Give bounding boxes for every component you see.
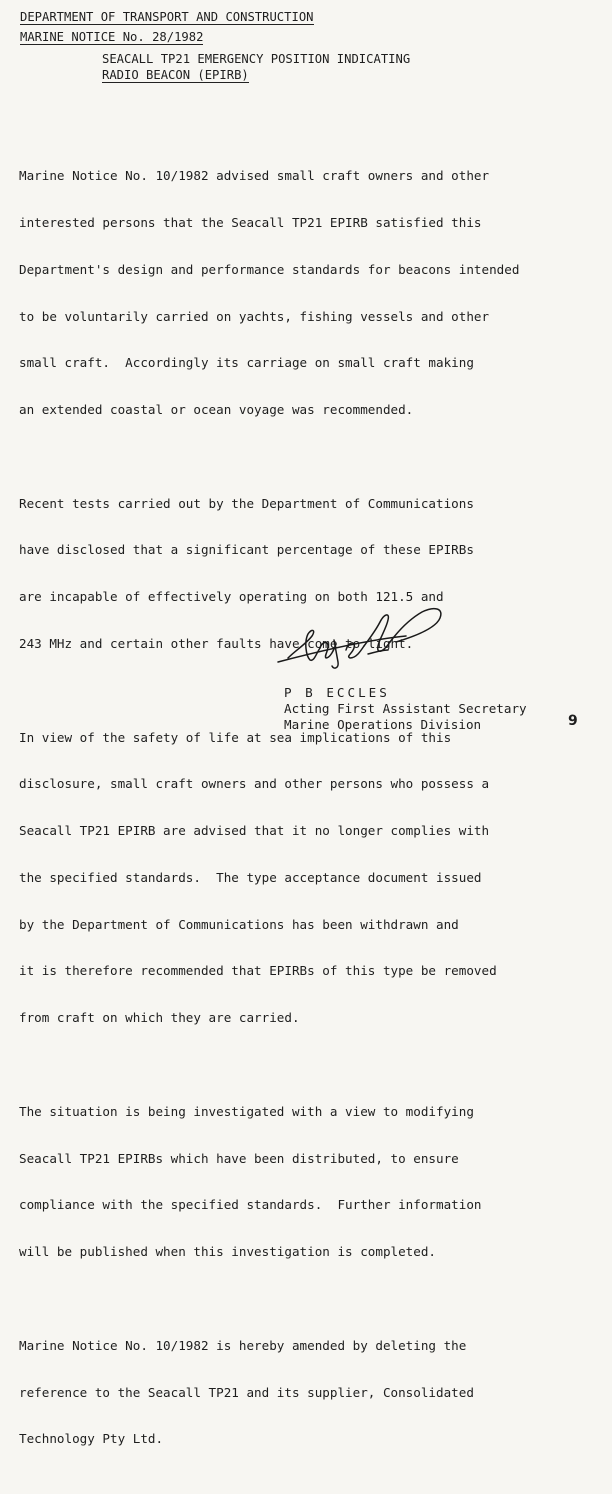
- text-line: Technology Pty Ltd.: [19, 1431, 164, 1447]
- department-heading: DEPARTMENT OF TRANSPORT AND CONSTRUCTION: [20, 10, 314, 24]
- text-line: an extended coastal or ocean voyage was recommended.: [19, 402, 414, 418]
- text-line: from craft on which they are carried.: [19, 1010, 300, 1026]
- signatory-name: P B ECCLES: [284, 685, 390, 700]
- text-line: disclosure, small craft owners and other persons who possess a: [19, 776, 490, 792]
- text-line: The situation is being investigated with a view to modifying: [19, 1103, 474, 1119]
- subject-line-2: RADIO BEACON (EPIRB): [102, 68, 249, 82]
- text-line: Marine Notice No. 10/1982 advised small craft owners and other: [19, 168, 490, 184]
- page-number: 9: [568, 713, 578, 729]
- text-line: Department's design and performance standards for beacons intended: [19, 261, 520, 277]
- notice-body: [19, 137, 604, 1494]
- text-line: Seacall TP21 EPIRB are advised that it no longer complies with: [19, 823, 490, 839]
- paragraph: [19, 698, 604, 1057]
- text-line: interested persons that the Seacall TP21 EPIRB satisfied this: [19, 214, 482, 230]
- paragraph: [19, 1073, 604, 1291]
- text-line: small craft. Accordingly its carriage on small craft making: [19, 355, 474, 371]
- notice-number: MARINE NOTICE No. 28/1982: [20, 30, 204, 44]
- handwritten-signature: [276, 600, 476, 680]
- text-line: compliance with the specified standards. Further information: [19, 1197, 482, 1213]
- signatory-division: Marine Operations Division: [284, 717, 482, 732]
- text-line: reference to the Seacall TP21 and its supplier, Consolidated: [19, 1384, 474, 1400]
- text-line: Marine Notice No. 10/1982 is hereby amended by deleting the: [19, 1337, 467, 1353]
- notice-subject: [102, 51, 410, 83]
- text-line: are incapable of effectively operating on both 121.5 and: [19, 589, 444, 605]
- paragraph: [19, 137, 604, 449]
- text-line: Recent tests carried out by the Department of Communications: [19, 495, 474, 511]
- text-line: Seacall TP21 EPIRBs which have been distributed, to ensure: [19, 1150, 459, 1166]
- signatory-block: [284, 685, 527, 733]
- text-line: 243 MHz and certain other faults have come to light.: [19, 636, 414, 651]
- text-line: In view of the safety of life at sea implications of this: [19, 729, 452, 745]
- text-line: by the Department of Communications has been withdrawn and: [19, 916, 459, 932]
- text-line: the specified standards. The type acceptance document issued: [19, 869, 482, 885]
- text-line: it is therefore recommended that EPIRBs of this type be removed: [19, 963, 497, 979]
- text-line: have disclosed that a significant percentage of these EPIRBs: [19, 542, 474, 558]
- text-line: to be voluntarily carried on yachts, fishing vessels and other: [19, 308, 490, 324]
- subject-line-1: SEACALL TP21 EMERGENCY POSITION INDICATING: [102, 52, 411, 66]
- signatory-title: Acting First Assistant Secretary: [284, 701, 527, 716]
- text-line: will be published when this investigation is completed.: [19, 1244, 437, 1260]
- paragraph: [19, 1307, 604, 1479]
